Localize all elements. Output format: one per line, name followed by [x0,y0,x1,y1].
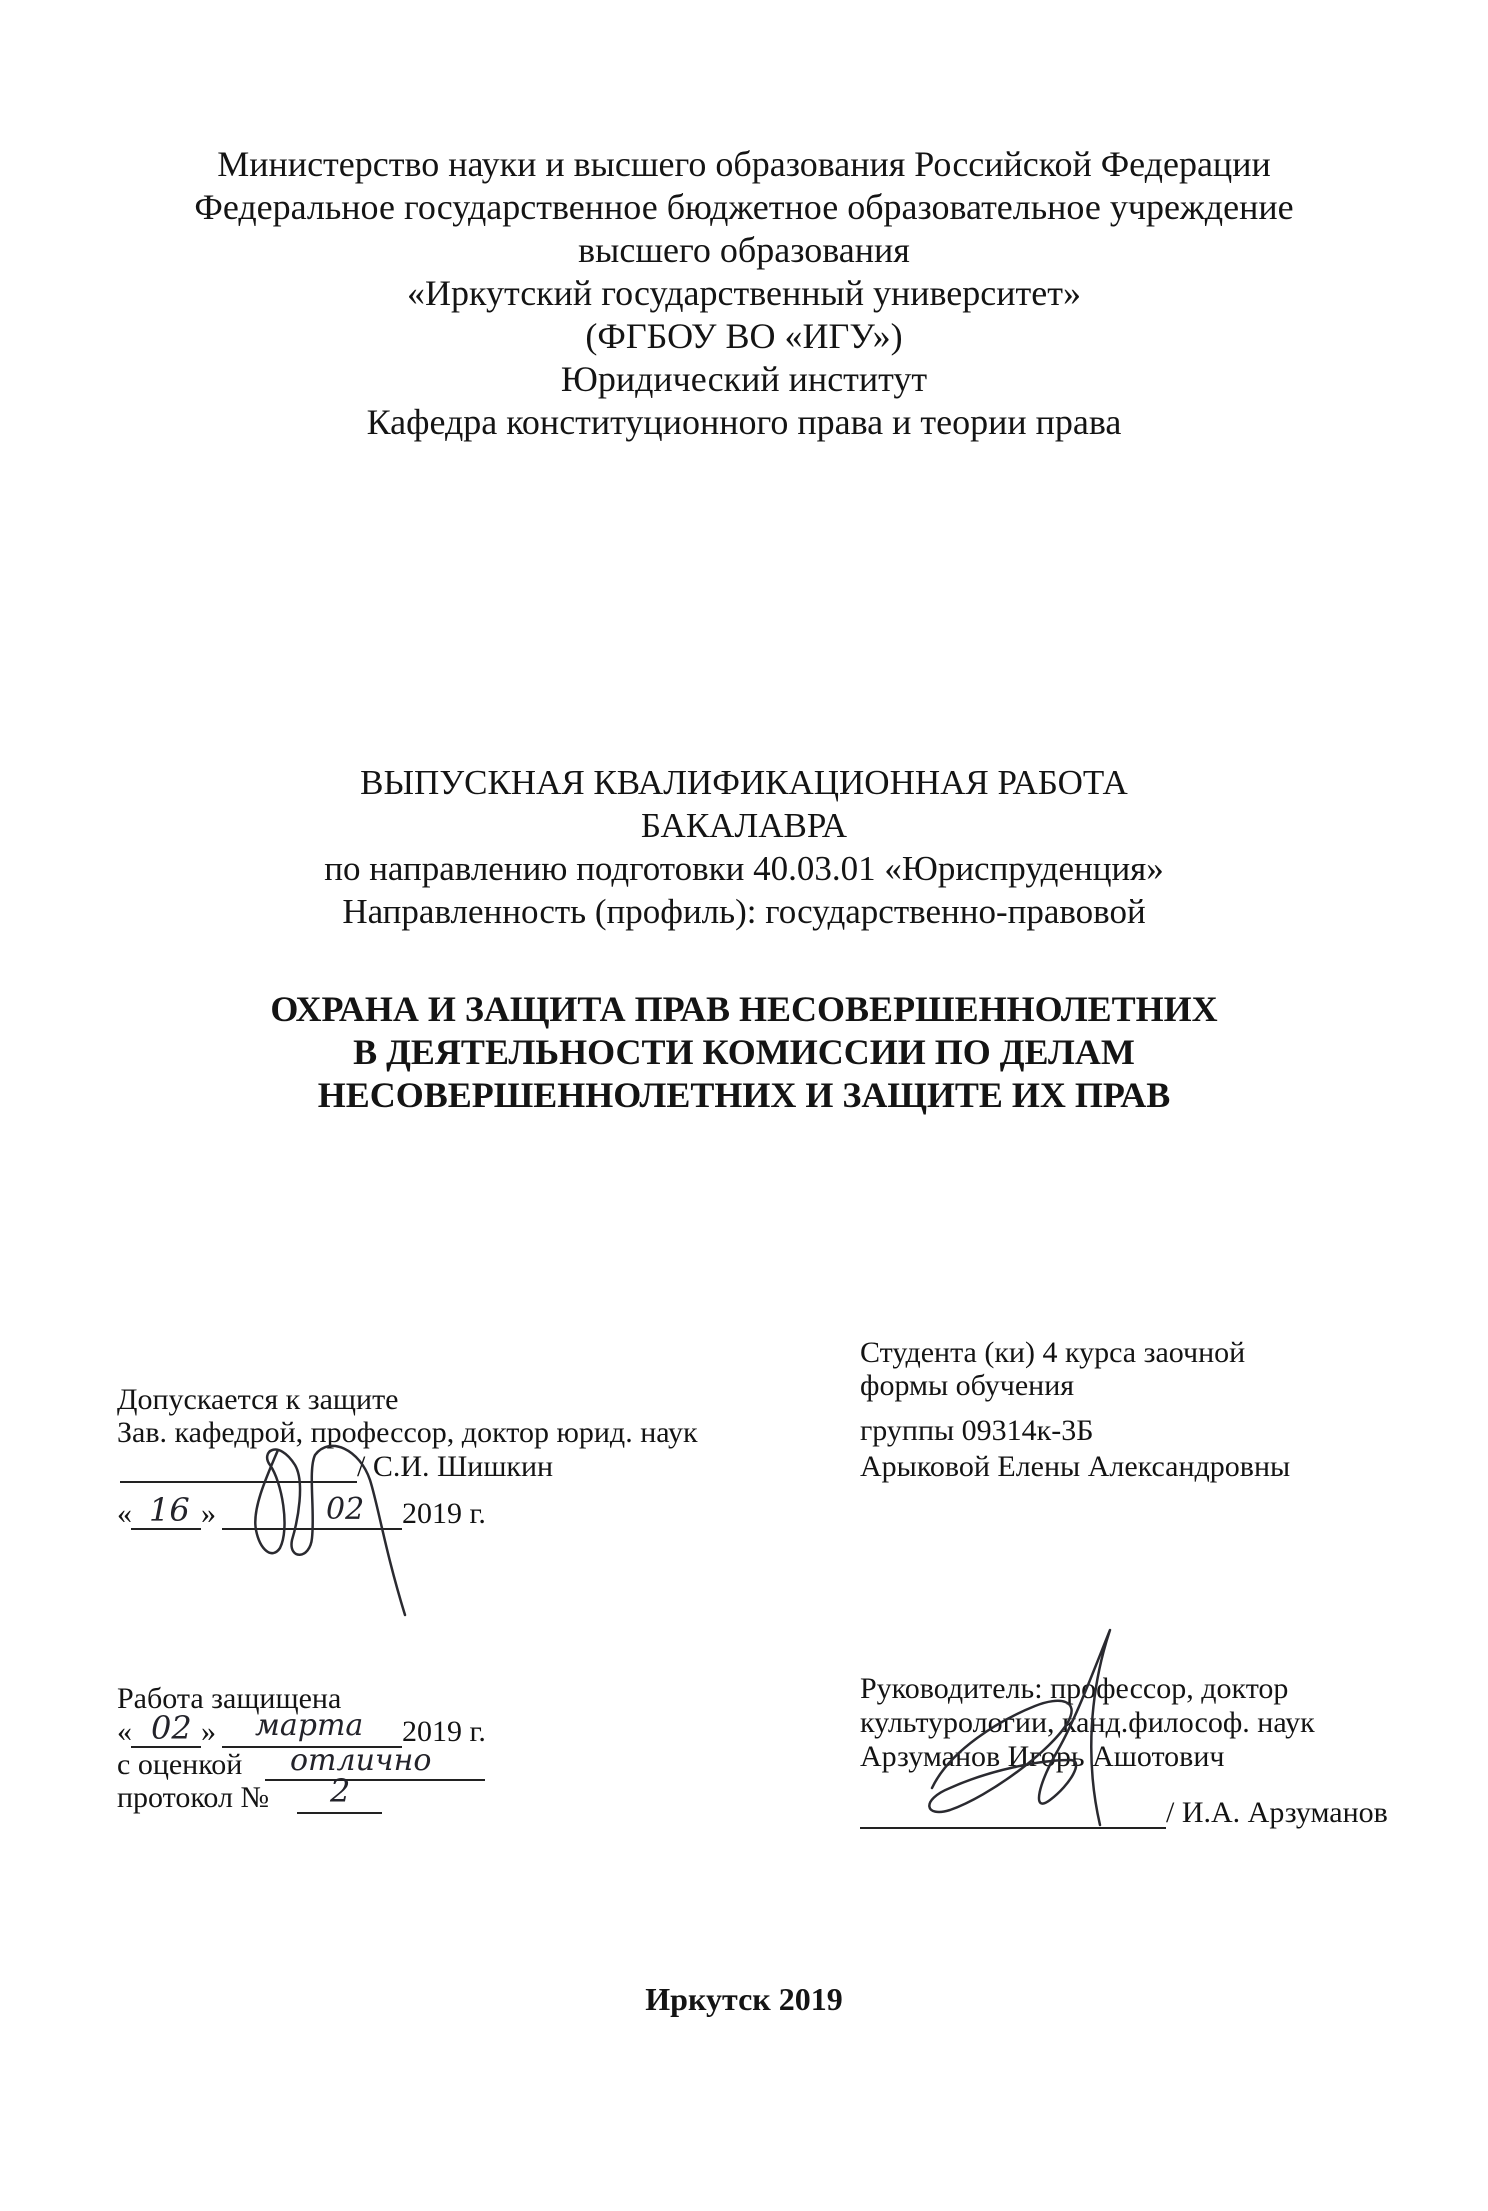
admission-label: Допускается к защите [117,1383,399,1416]
grade-label: с оценкой [117,1748,243,1781]
study-profile: Направленность (профиль): государственно-правовой [342,892,1146,931]
student-study-form: формы обучения [860,1369,1075,1402]
institute-name: Юридический институт [560,359,928,399]
admission-quote-open: « [117,1497,132,1530]
grade-line [265,1779,485,1781]
admission-quote-close: » [201,1497,216,1530]
admission-month: 02 [326,1492,365,1527]
admission-year: 2019 г. [402,1497,486,1530]
university-abbrev: (ФГБОУ ВО «ИГУ») [585,316,903,356]
institution-type-line: Федеральное государственное бюджетное образовательное учреждение [194,187,1294,227]
supervisor-full-name: Арзуманов Игорь Ашотович [860,1740,1225,1773]
protocol-number: 2 [330,1772,351,1810]
defense-quote-open: « [117,1715,132,1748]
university-name: «Иркутский государственный университет» [407,273,1081,313]
thesis-title-line1: ОХРАНА И ЗАЩИТА ПРАВ НЕСОВЕРШЕННОЛЕТНИХ [270,989,1218,1029]
student-course: Студента (ки) 4 курса заочной [860,1336,1246,1369]
admission-day: 16 [149,1491,190,1529]
defense-day: 02 [151,1709,192,1747]
supervisor-position: Руководитель: профессор, доктор [860,1672,1289,1705]
head-handwritten-signature [220,1410,440,1630]
supervisor-handwritten-signature [880,1610,1160,1870]
department-head-name: / С.И. Шишкин [357,1450,554,1483]
grade-value: отлично [290,1743,432,1778]
protocol-line [297,1812,382,1814]
defense-label: Работа защищена [117,1682,342,1715]
study-direction: по направлению подготовки 40.03.01 «Юриспруденция» [324,849,1164,888]
city-year: Иркутск 2019 [645,1981,843,2017]
defense-year: 2019 г. [402,1715,486,1748]
thesis-title-line3: НЕСОВЕРШЕННОЛЕТНИХ И ЗАЩИТЕ ИХ ПРАВ [317,1075,1171,1115]
work-type-line2: БАКАЛАВРА [640,806,848,845]
student-group: группы 09314к-3Б [860,1414,1094,1447]
education-level-line: высшего образования [578,230,910,270]
work-type-line1: ВЫПУСКНАЯ КВАЛИФИКАЦИОННАЯ РАБОТА [360,763,1128,802]
thesis-title-line2: В ДЕЯТЕЛЬНОСТИ КОМИССИИ ПО ДЕЛАМ [353,1032,1135,1072]
defense-month: марта [255,1708,364,1743]
supervisor-sign-name: / И.А. Арзуманов [1166,1796,1388,1829]
department-name: Кафедра конституционного права и теории права [366,402,1122,442]
student-name: Арыковой Елены Александровны [860,1450,1291,1483]
defense-quote-close: » [201,1715,216,1748]
ministry-line: Министерство науки и высшего образования Российской Федерации [217,144,1271,184]
department-head-title: Зав. кафедрой, профессор, доктор юрид. наук [117,1416,698,1449]
protocol-label: протокол № [117,1781,270,1814]
supervisor-degree: культурологии, канд.философ. наук [860,1706,1315,1739]
